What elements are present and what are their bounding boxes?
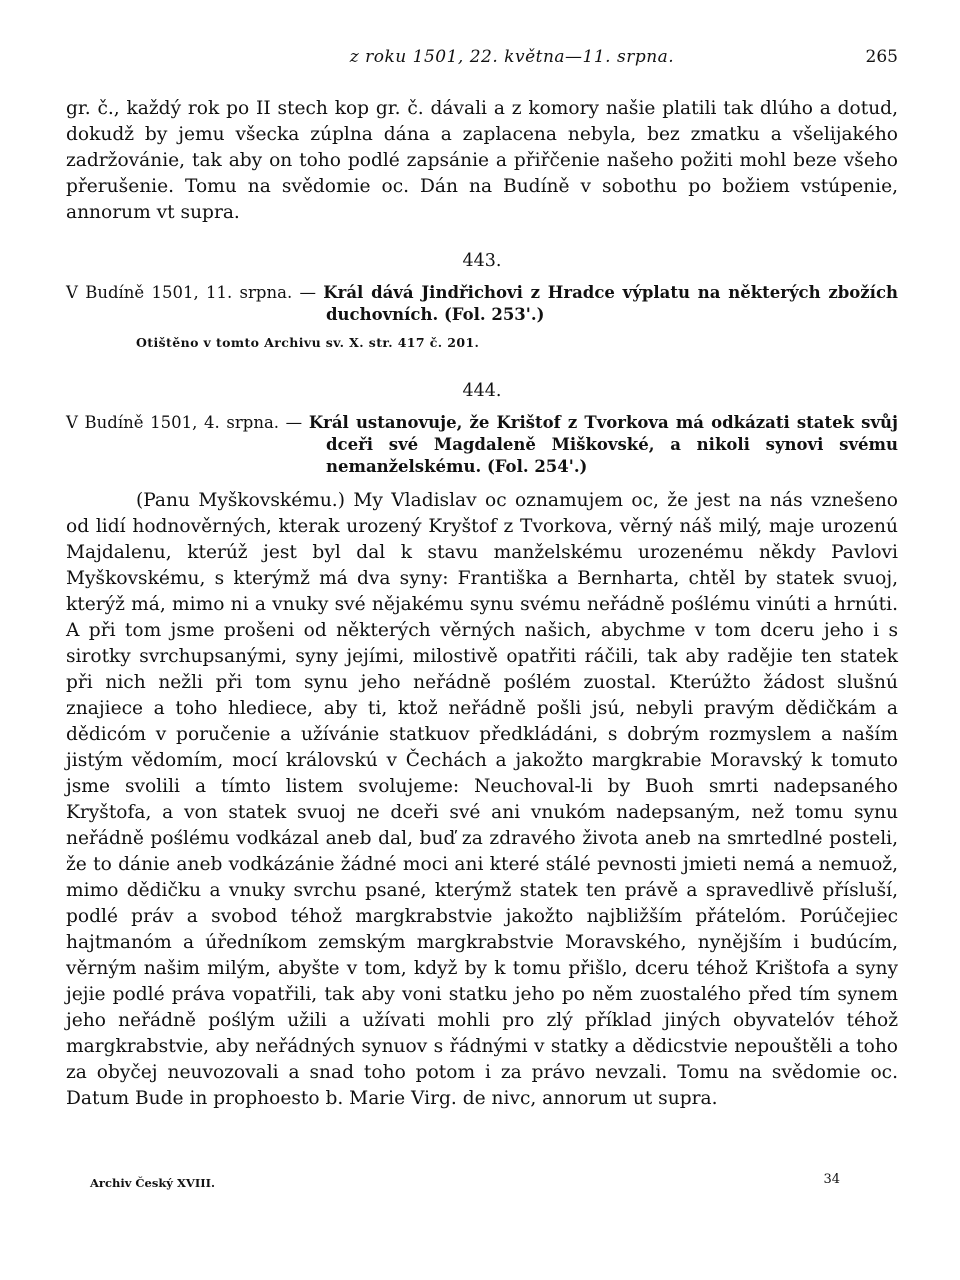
entry-date: V Budíně 1501, 11. srpna. —: [66, 283, 316, 302]
entry-regest: [66, 282, 898, 326]
entry-date: V Budíně 1501, 4. srpna. —: [66, 413, 303, 432]
running-head: z roku 1501, 22. května—11. srpna.: [349, 47, 675, 67]
page-number: 265: [865, 47, 898, 67]
entry-print-note: Otištěno v tomto Archivu sv. X. str. 417 č. 201.: [136, 335, 480, 350]
entry-summary: Král dává Jindřichovi z Hradce výplatu na některých zbožích duchovních. (Fol. 253'.): [323, 283, 898, 324]
entry-443: [66, 248, 898, 356]
page-header: [66, 47, 898, 77]
entry-regest: [66, 412, 898, 478]
signature-number: 34: [823, 1172, 840, 1187]
page-body: [66, 96, 898, 1112]
entry-number: 443.: [462, 251, 502, 271]
entry-text: (Panu Myškovskému.) My Vladislav oc oznamujem oc, že jest na nás vznešeno od lidí hodnověrných, kterak urozený Kryštof z Tvorkova, věrný náš milý, maje urozenú Majdalenu, kterúž jest byl dal k stavu manželskému urozenému někdy Pavlovi Myškovskému, s kterýmž má dva syny: Františka a Bernharta, chtěl by statek svuoj, kterýž má, mimo ni a vnuky své nějakému synu svému neřádně poślému vinúti a hrnúti. A při tom jsme prošeni od některých věrných našich, abychme v tom dceru jeho i s sirotky svrchupsanými, syny jejími, milostivě opatřiti ráčili, tak aby radějie ten statek při nich nežli při tom synu jeho neřádně poślém zuostal. Kterúžto žádost slušnú znajiece a toho hlediece, aby ti, ktož neřádně pošli jsú, nebyli pravým dědičkám a dědicóm v poručenie a užívánie statkuov předkládáni, s dobrým rozmyslem a naším jistým vědomím, mocí královskú v Čechách a jakožto margkrabie Moravský k tomuto jsme svolili a tímto listem svolujeme: Neuchoval-li by Buoh smrti nadepsaného Kryštofa, a von statek svuoj ne dceři své ani vnukóm nadepsaným, než tomu synu neřádně poślému vodkázal aneb dal, buď za zdravého života aneb na smrtedlné posteli, že to dánie aneb vodkázánie žádné moci ani které stálé pevnosti jmieti nemá a nemuož, mimo dědičku a vnuky svrchu psané, kterýmž statek ten právě a spravedlivě přísluší, podlé práv a svobod téhož margkrabstvie jakožto najbližším přátelóm. Porúčejiec hajtmanóm a úředníkom zemským margkrabstvie Moravského, nynějším i budúcím, věrným našim milým, abyšte v tom, když by k tomu přišlo, dceru téhož Krištofa a syny jejie podlé práva vopatřili, tak aby voni statku jeho po něm zuostalého před tím synem jeho neřádně poślým užili a užívati mohli pro zlý příklad jiných obyvatelóv téhož margkrabstvie, aby neřádných synuov s řádnými v statky a dědicstvie nepouštěli a toho za obyčej neuvozovali a snad toho potom i za právo nevzali. Tomu na svědomie oc. Datum Bude in prophoesto b. Marie Virg. de nivc, annorum ut supra.: [66, 490, 898, 1109]
printer-signature: Archiv Český XVIII.: [90, 1176, 215, 1190]
page-footer: [90, 1172, 840, 1196]
entry-summary: Král ustanovuje, že Krištof z Tvorkova má odkázati statek svůj dceři své Magdaleně Miškovské, a nikoli synovi svému nemanželskému. (Fol. 254'.): [308, 413, 898, 476]
carryover-paragraph: gr. č., každý rok po II stech kop gr. č. dávali a z komory našie platili tak dlúho a dotud, dokudž by jemu všecka zúplna dána a zaplacena nebyla, bez zmatku a všelijakého zadržovánie, tak aby on toho podlé zapsánie a přiřčenie našeho požiti mohl beze všeho přerušenie. Tomu na svědomie oc. Dán na Budíně v sobothu po božiem vstúpenie, annorum vt supra.: [66, 98, 898, 223]
entry-444: [66, 378, 898, 1112]
entry-number: 444.: [462, 381, 502, 401]
